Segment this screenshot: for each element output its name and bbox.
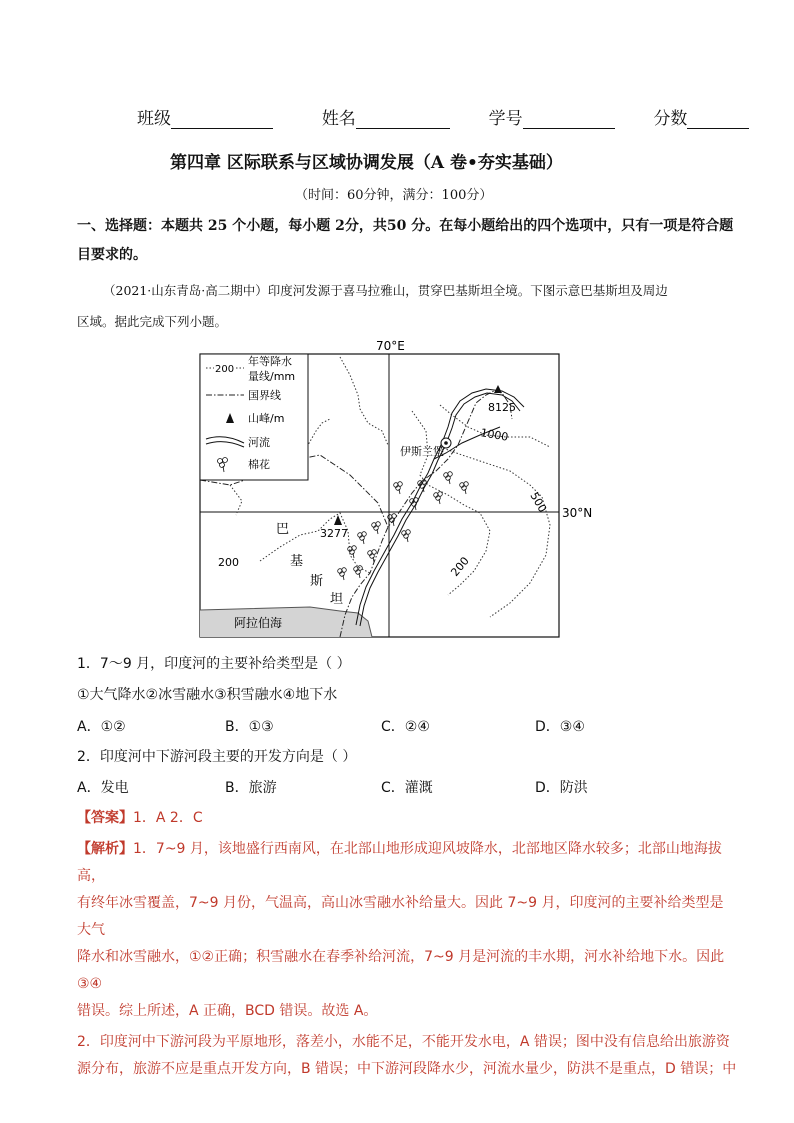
legend-peak: 山峰/m: [248, 412, 285, 425]
q1-option-a[interactable]: A．①②: [77, 719, 126, 735]
analysis-line-3: 降水和冰雪融水，①②正确；积雪融水在春季补给河流，7~9 月是河流的丰水期，河水补给地下水。因此③④: [77, 949, 725, 992]
id-field[interactable]: [523, 110, 615, 129]
q2-stem: 2．印度河中下游河段主要的开发方向是（ ）: [77, 749, 357, 765]
q1-option-c[interactable]: C．②④: [381, 719, 430, 735]
name-label: 姓名: [321, 109, 356, 129]
page-subtitle: （时间：60分钟，满分：100分）: [295, 188, 493, 203]
lon-label: 70°E: [376, 339, 405, 353]
iso-200-label-west: 200: [218, 556, 239, 569]
analysis-line-4: 错误。综上所述，A 正确，BCD 错误。故选 A。: [77, 1003, 378, 1019]
intro-line1: （2021·山东青岛·高二期中）印度河发源于喜马拉雅山，贯穿巴基斯坦全境。下图示意巴基斯坦及周边: [103, 283, 668, 298]
legend-isohyet-label-2: 量线/mm: [248, 370, 296, 383]
analysis-line-5: 2．印度河中下游河段为平原地形，落差小，水能不足，不能开发水电，A 错误；图中没有信息给出旅游资: [77, 1034, 730, 1050]
score-label: 分数: [653, 109, 688, 129]
country-char-2: 基: [290, 554, 304, 569]
city-label: 伊斯兰堡: [400, 445, 444, 458]
intro-line2: 区域。据此完成下列小题。: [77, 314, 228, 329]
name-field[interactable]: [356, 110, 450, 129]
section-instruction-line1: 一、选择题：本题共 25 个小题，每小题 2分，共50 分。在每小题给出的四个选项中，只有一项是符合题: [77, 218, 734, 234]
iso-500-label: 500: [527, 490, 550, 515]
legend-isohyet-value: 200: [215, 364, 235, 375]
q1-option-b[interactable]: B．①③: [225, 719, 274, 735]
q2-option-a[interactable]: A．发电: [77, 780, 129, 796]
peak-8125-label: 8125: [488, 401, 516, 414]
q1-stem: 1．7～9 月，印度河的主要补给类型是（ ）: [77, 656, 351, 672]
country-char-4: 坦: [330, 592, 344, 607]
class-label: 班级: [137, 109, 171, 129]
lat-label: 30°N: [562, 506, 593, 520]
answer-text: 1．A 2．C: [133, 810, 203, 826]
legend-isohyet-label-1: 年等降水: [248, 355, 292, 368]
legend-river: 河流: [248, 436, 270, 449]
map-legend: [200, 354, 308, 480]
q1-option-d[interactable]: D．③④: [535, 719, 585, 735]
class-field[interactable]: [171, 110, 273, 129]
analysis-tag: 【解析】: [77, 841, 133, 857]
iso-1000-label: 1000: [479, 426, 510, 444]
q1-items: ①大气降水②冰雪融水③积雪融水④地下水: [77, 687, 338, 703]
q2-option-d[interactable]: D．防洪: [535, 780, 588, 796]
analysis-text-1: 1．7~9 月，该地盛行西南风，在北部山地形成迎风坡降水，北部地区降水较多；北部山地海拔高，: [77, 841, 722, 884]
peak-3277-label: 3277: [320, 527, 348, 540]
legend-border: 国界线: [248, 389, 281, 402]
analysis-line-2: 有终年冰雪覆盖，7~9 月份，气温高，高山冰雪融水补给量大。因此 7~9 月，印度河的主要补给类型是大气: [77, 895, 724, 938]
answer-line: [77, 807, 203, 827]
sea-label: 阿拉伯海: [234, 616, 283, 630]
legend-cotton: 棉花: [248, 458, 270, 471]
page-title: 第四章 区际联系与区域协调发展（A 卷•夯实基础）: [170, 153, 563, 173]
score-field[interactable]: [687, 110, 749, 129]
pakistan-map: [190, 335, 610, 645]
section-instruction-line2: 目要求的。: [77, 247, 147, 263]
analysis-line-6: 源分布，旅游不应是重点开发方向，B 错误；中下游河段降水少，河流水量少，防洪不是重点，D 错误；中: [77, 1061, 737, 1077]
country-char-1: 巴: [276, 522, 290, 537]
iso-200-label-east: 200: [448, 554, 472, 579]
analysis-block: [77, 836, 737, 1083]
country-char-3: 斯: [310, 574, 324, 589]
q2-option-b[interactable]: B．旅游: [225, 780, 277, 796]
analysis-line-1: [77, 836, 737, 890]
header-row: [137, 104, 749, 129]
id-label: 学号: [488, 109, 523, 129]
answer-tag: 【答案】: [77, 810, 133, 826]
q2-option-c[interactable]: C．灌溉: [381, 780, 433, 796]
